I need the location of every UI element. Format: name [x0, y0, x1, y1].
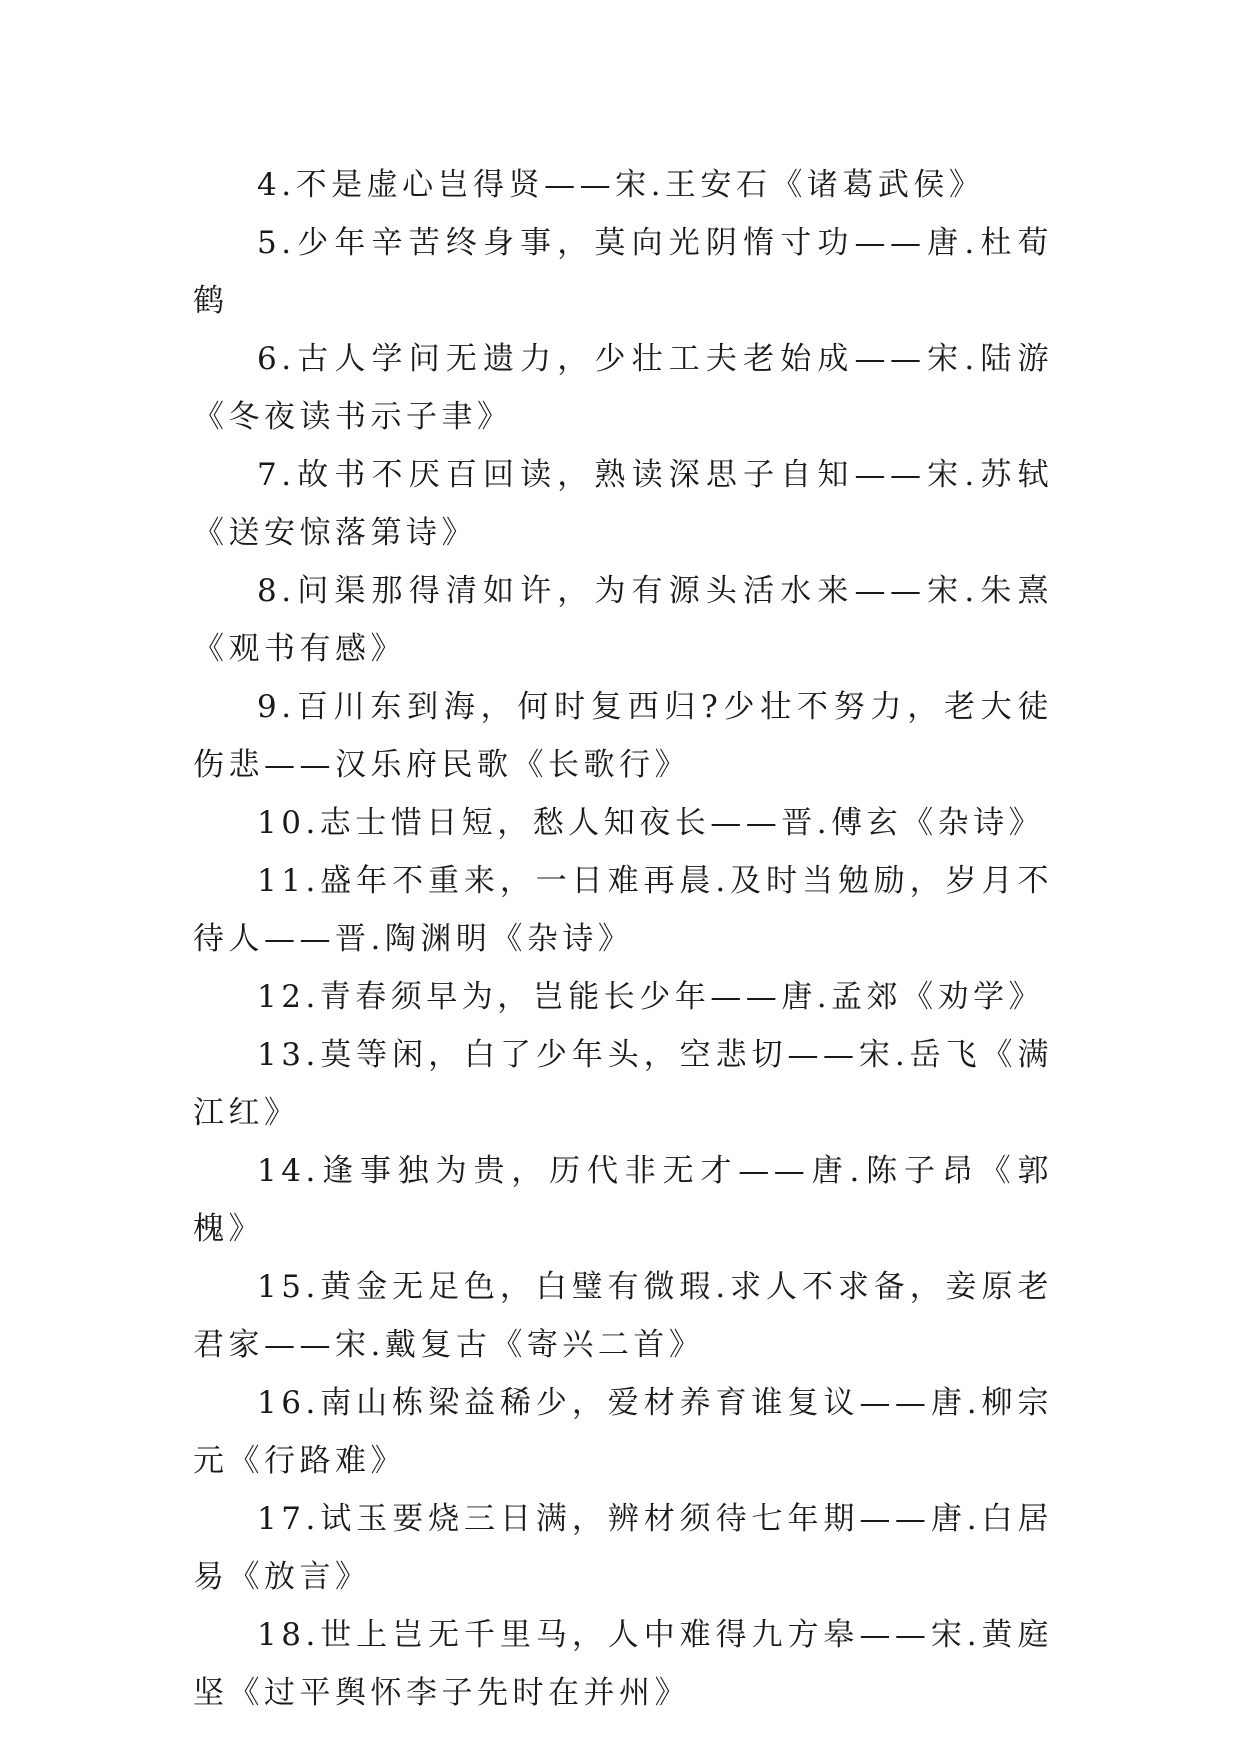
quote-line-10: 10.志士惜日短，愁人知夜长——晋.傅玄《杂诗》	[257, 805, 1045, 841]
quote-line-11: 11.盛年不重来，一日难再晨.及时当勉励，岁月不待人——晋.陶渊明《杂诗》	[193, 863, 1053, 957]
quote-line-7: 7.故书不厌百回读，熟读深思子自知——宋.苏轼《送安惊落第诗》	[193, 457, 1053, 551]
quote-line-5: 5.少年辛苦终身事，莫向光阴惰寸功——唐.杜荀鹤	[193, 225, 1053, 319]
quote-line-15: 15.黄金无足色，白璧有微瑕.求人不求备，妾原老君家——宋.戴复古《寄兴二首》	[193, 1269, 1053, 1363]
quote-line-18: 18.世上岂无千里马，人中难得九方皋——宋.黄庭坚《过平舆怀李子先时在并州》	[193, 1617, 1053, 1711]
quote-line-16: 16.南山栋梁益稀少，爱材养育谁复议——唐.柳宗元《行路难》	[193, 1385, 1053, 1479]
quote-line-17: 17.试玉要烧三日满，辨材须待七年期——唐.白居易《放言》	[193, 1501, 1053, 1595]
quote-line-6: 6.古人学问无遗力，少壮工夫老始成——宋.陆游《冬夜读书示子聿》	[193, 341, 1053, 435]
quote-line-9: 9.百川东到海，何时复西归?少壮不努力，老大徒伤悲——汉乐府民歌《长歌行》	[193, 689, 1053, 783]
document-body	[193, 156, 1053, 1722]
quote-line-8: 8.问渠那得清如许，为有源头活水来——宋.朱熹《观书有感》	[193, 573, 1053, 667]
quote-line-12: 12.青春须早为，岂能长少年——唐.孟郊《劝学》	[257, 979, 1045, 1015]
quote-line-14: 14.逢事独为贵，历代非无才——唐.陈子昂《郭槐》	[193, 1153, 1053, 1247]
quote-line-13: 13.莫等闲，白了少年头，空悲切——宋.岳飞《满江红》	[193, 1037, 1053, 1131]
quote-line-4: 4.不是虚心岂得贤——宋.王安石《诸葛武侯》	[257, 167, 985, 203]
